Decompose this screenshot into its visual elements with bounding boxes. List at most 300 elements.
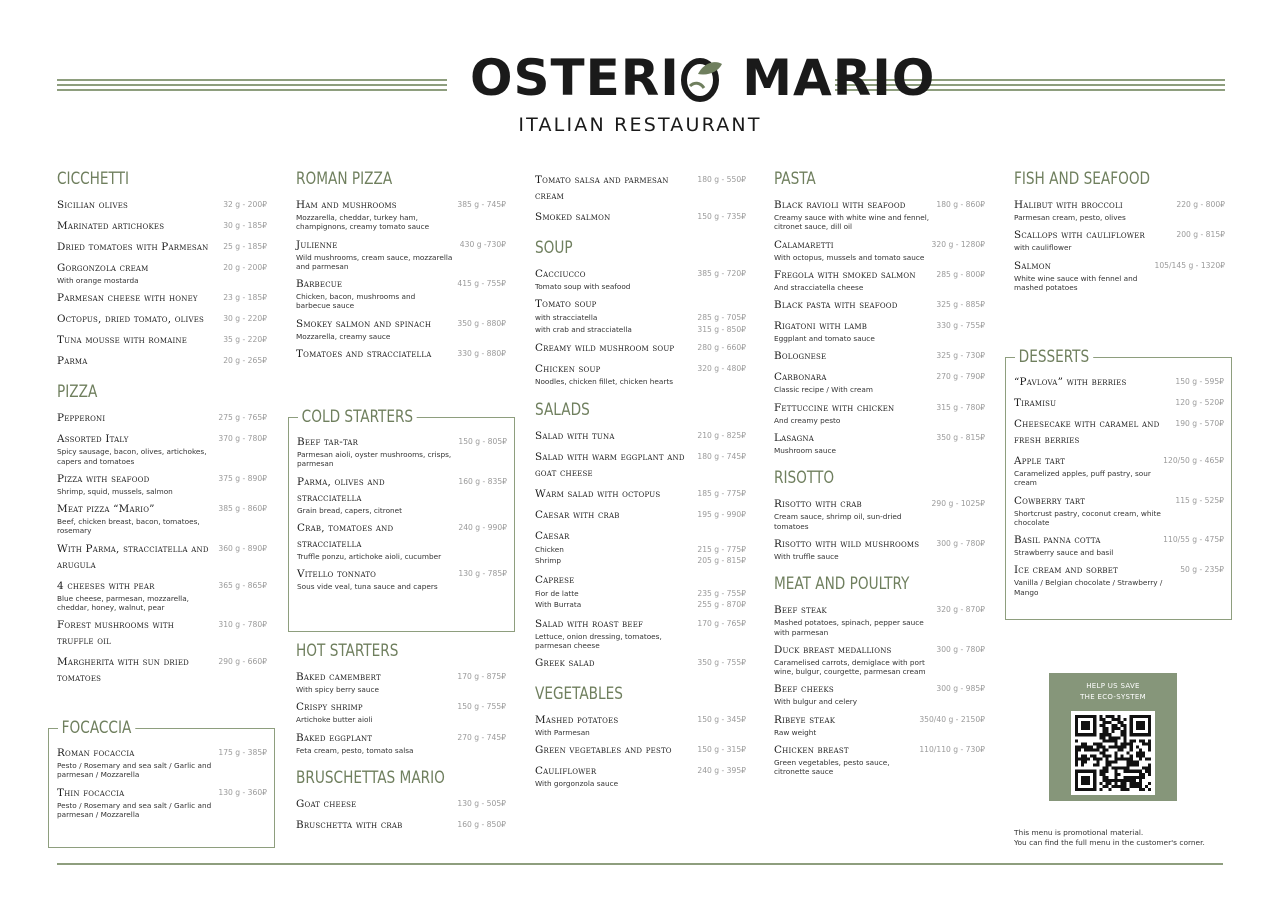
menu-item-description: Lettuce, onion dressing, tomatoes, parmesan cheese <box>535 631 662 650</box>
menu-item-price: 385 g - 745₽ <box>457 200 506 209</box>
variant-price: 255 g - 870₽ <box>697 600 746 610</box>
menu-item <box>774 348 985 364</box>
section-pizza <box>57 381 267 686</box>
menu-item-details <box>57 332 217 348</box>
menu-item-name: Smoked salmon <box>535 211 611 223</box>
menu-item-name: Octopus, dried tomato, olives <box>57 313 205 326</box>
menu-item-name: Thin focaccia <box>57 786 125 799</box>
menu-item-price: 150 g - 735₽ <box>697 212 746 221</box>
menu-item-name: Crab, tomatoes and stracciatella <box>297 521 394 550</box>
menu-item-details <box>57 311 217 327</box>
menu-item-name: Caprese <box>535 573 575 586</box>
menu-item-details <box>774 536 930 561</box>
menu-item-name: Duck breast medallions <box>774 643 892 656</box>
menu-column-5 <box>1014 168 1225 304</box>
menu-item-details <box>535 507 691 523</box>
menu-item <box>1014 532 1224 557</box>
menu-item-name: Lasagna <box>774 432 814 445</box>
menu-item-price: 150 g - 595₽ <box>1175 377 1224 386</box>
menu-item-name: Rigatoni with lamb <box>774 320 868 333</box>
menu-item-description: With truffle sauce <box>774 551 839 561</box>
menu-item-name: Cauliflower <box>535 765 597 778</box>
menu-item <box>57 654 267 686</box>
menu-item-details <box>1014 395 1169 411</box>
menu-item-name: Risotto with crab <box>774 498 862 511</box>
menu-item-description: And creamy pesto <box>774 415 841 425</box>
menu-item-details <box>1014 227 1170 252</box>
menu-item-details <box>57 617 212 649</box>
menu-item-price: 30 g - 185₽ <box>223 221 267 230</box>
section-soup <box>535 237 746 387</box>
menu-item <box>57 410 267 426</box>
menu-item-details <box>296 197 451 232</box>
menu-item-name: Warm salad with octopus <box>535 487 661 500</box>
menu-item-price: 385 g - 720₽ <box>697 269 746 278</box>
menu-item-price: 110/55 g - 475₽ <box>1163 535 1224 545</box>
menu-item <box>1014 395 1224 411</box>
menu-item-description: With octopus, mussels and tomato sauce <box>774 252 925 262</box>
menu-item-name: Risotto with wild mushrooms <box>774 537 920 550</box>
menu-item-name: With Parma, stracciatella and arugula <box>57 542 209 571</box>
menu-item-price: 150 g - 755₽ <box>457 702 506 712</box>
menu-item-price: 270 g - 790₽ <box>936 372 985 382</box>
section-title: FISH AND SEAFOOD <box>1014 169 1151 188</box>
menu-item-details <box>1014 258 1148 293</box>
menu-item-details <box>1014 562 1174 597</box>
menu-item <box>535 655 746 671</box>
menu-item-details <box>1014 453 1157 488</box>
menu-item-variant <box>535 312 746 324</box>
menu-item-description: Grain bread, capers, citronet <box>297 505 403 515</box>
menu-item-name: Salad with warm eggplant and goat cheese <box>535 450 685 479</box>
menu-item-details <box>296 699 451 724</box>
menu-item-name: Tuna mousse with romaine <box>57 334 188 347</box>
menu-item-price: 290 g - 660₽ <box>218 657 267 667</box>
menu-item <box>296 730 506 755</box>
menu-item <box>57 471 267 496</box>
section-title: BRUSCHETTAS MARIO <box>296 767 445 787</box>
menu-item-price: 150 g - 345₽ <box>697 715 746 725</box>
menu-item-description: And stracciatella cheese <box>774 282 864 292</box>
menu-item-description: Mozzarella, cheddar, turkey ham, champignons, creamy tomato sauce <box>296 213 430 232</box>
menu-item-details <box>535 742 691 758</box>
menu-item-details <box>57 654 212 686</box>
menu-item-price: 240 g - 990₽ <box>458 522 507 532</box>
menu-item-name: Meat pizza “Mario” <box>57 503 155 516</box>
menu-item-details <box>535 266 691 291</box>
menu-item-name: Cowberry tart <box>1014 494 1086 507</box>
menu-item <box>774 318 985 343</box>
menu-item-description: Vanilla / Belgian chocolate / Strawberry / Mango <box>1014 578 1163 597</box>
menu-item <box>535 266 746 291</box>
menu-item-name: Black pasta with seafood <box>774 299 898 312</box>
section-cicchetti <box>57 168 267 369</box>
menu-item-name: Ribeye steak <box>774 713 836 726</box>
menu-item <box>296 316 506 341</box>
menu-item-description: Eggplant and tomato sauce <box>774 334 875 344</box>
menu-item-price: 330 g - 755₽ <box>936 321 985 331</box>
menu-item-name: Cheesecake with caramel and fresh berries <box>1014 418 1160 446</box>
menu-item-price: 120/50 g - 465₽ <box>1163 456 1224 465</box>
menu-item <box>535 449 746 481</box>
menu-item-price: 25 g - 185₽ <box>223 242 267 251</box>
menu-item <box>774 197 985 232</box>
menu-item <box>57 785 267 820</box>
menu-item-description: With bulgur and celery <box>774 697 858 707</box>
menu-item-description: Caramelised carrots, demiglace with port wine, bulgur, courgette, parmesan cream <box>774 657 926 677</box>
menu-item-price: 105/145 g - 1320₽ <box>1154 260 1225 270</box>
variant-label: Chicken <box>535 544 564 554</box>
menu-item <box>774 742 985 777</box>
menu-item-price: 300 g - 780₽ <box>936 538 985 548</box>
menu-item-details <box>297 566 452 591</box>
menu-item <box>535 172 746 204</box>
menu-item-price: 285 g - 800₽ <box>936 269 985 279</box>
menu-item-price: 430 g -730₽ <box>459 239 506 249</box>
menu-item-description: Shrimp, squid, mussels, salmon <box>57 486 173 496</box>
menu-item-price: 160 g - 835₽ <box>458 476 507 486</box>
menu-item <box>296 699 506 724</box>
qr-code[interactable] <box>1071 711 1155 795</box>
menu-item-name: Scallops with cauliflower <box>1014 229 1145 242</box>
section-title: HOT STARTERS <box>296 641 399 660</box>
menu-item <box>57 578 267 613</box>
menu-item-price: 300 g - 985₽ <box>936 684 985 694</box>
menu-item-description: Green vegetables, pesto sauce, citronette sauce <box>774 758 890 777</box>
menu-item-description: Strawberry sauce and basil <box>1014 548 1114 558</box>
menu-item-name: Salad with roast beef <box>535 617 644 630</box>
menu-item-details <box>774 348 930 364</box>
menu-item <box>57 332 267 348</box>
menu-item-price: 110/110 g - 730₽ <box>919 745 985 755</box>
section-title: VEGETABLES <box>535 684 623 704</box>
menu-item-price: 210 g - 825₽ <box>697 430 746 440</box>
menu-item-details <box>57 578 212 613</box>
section-title: PIZZA <box>57 382 98 402</box>
menu-item <box>296 796 506 812</box>
menu-item <box>57 218 267 234</box>
menu-item-name: Marinated artichokes <box>57 220 165 232</box>
menu-item-name: Ham and mushrooms <box>296 199 397 211</box>
menu-item <box>297 566 507 591</box>
menu-item <box>1014 453 1224 488</box>
qr-code-icon <box>1075 715 1151 791</box>
footer-rule <box>57 863 1223 865</box>
menu-item-price: 200 g - 815₽ <box>1176 230 1225 240</box>
menu-item-price: 375 g - 890₽ <box>218 473 267 483</box>
menu-item-details <box>57 745 212 780</box>
menu-item <box>774 369 985 394</box>
menu-item-details <box>297 434 452 469</box>
menu-item-details <box>57 471 212 496</box>
variant-label: With Burrata <box>535 600 582 610</box>
menu-item <box>57 745 267 780</box>
menu-item-description: Parmesan aioli, oyster mushrooms, crisps, parmesan <box>297 450 452 469</box>
menu-item-details <box>1014 532 1157 557</box>
menu-item-details <box>774 742 913 777</box>
menu-item <box>57 197 267 213</box>
menu-item-details <box>535 486 691 502</box>
menu-item-details <box>296 276 451 311</box>
menu-item <box>57 290 267 306</box>
menu-item <box>535 507 746 523</box>
menu-item-description: Classic recipe / With cream <box>774 385 873 395</box>
menu-item-price: 190 g - 570₽ <box>1175 419 1224 428</box>
menu-item-price: 195 g - 990₽ <box>697 509 746 519</box>
menu-item-price: 275 g - 765₽ <box>218 413 267 423</box>
variant-price: 205 g - 815₽ <box>697 556 746 566</box>
menu-item-name: 4 cheeses with pear <box>57 579 155 592</box>
menu-item-price: 220 g - 800₽ <box>1176 200 1225 209</box>
menu-item <box>297 520 507 561</box>
variant-price: 235 g - 755₽ <box>697 588 746 598</box>
menu-item-price: 180 g - 745₽ <box>697 451 746 461</box>
menu-item-price: 50 g - 235₽ <box>1180 565 1224 575</box>
menu-item-description: Feta cream, pesto, tomato salsa <box>296 745 414 755</box>
menu-item-details <box>296 817 451 833</box>
menu-item-description: Mozzarella, creamy sauce <box>296 331 391 341</box>
menu-item <box>1014 374 1224 390</box>
section-bruschettas-continued <box>535 172 746 225</box>
menu-item-name: Halibut with broccoli <box>1014 199 1123 211</box>
menu-item-name: Green vegetables and pesto <box>535 744 672 757</box>
menu-item-price: 180 g - 860₽ <box>936 200 985 209</box>
menu-item-details <box>774 602 930 637</box>
section-title: MEAT AND POULTRY <box>774 574 910 594</box>
menu-item-details <box>1014 374 1169 390</box>
menu-item-price: 320 g - 480₽ <box>697 364 746 374</box>
menu-item-details <box>297 520 452 561</box>
menu-item <box>535 528 746 567</box>
menu-item-details <box>57 501 212 536</box>
menu-item-description: With gorgonzola sauce <box>535 779 619 789</box>
menu-item-details <box>774 297 930 313</box>
menu-item-price: 330 g - 880₽ <box>457 349 506 359</box>
eco-message: HELP US SAVE THE ECO-SYSTEM <box>1080 682 1146 701</box>
section-focaccia <box>48 718 275 848</box>
section-desserts <box>1005 347 1232 620</box>
menu-item <box>774 496 985 531</box>
menu-item-details <box>296 346 451 362</box>
menu-item-name: Baked camembert <box>296 671 381 683</box>
section-fish-seafood <box>1014 168 1225 292</box>
menu-item-price: 270 g - 745₽ <box>457 732 506 742</box>
menu-item-price: 300 g - 780₽ <box>936 644 985 654</box>
menu-item-details <box>774 237 926 262</box>
menu-item-name: Chicken soup <box>535 363 601 376</box>
menu-item <box>535 616 746 651</box>
menu-item-price: 120 g - 520₽ <box>1175 398 1224 407</box>
menu-item-description: Spicy sausage, bacon, olives, artichokes, capers and tomatoes <box>57 447 207 466</box>
menu-item-details <box>57 260 217 285</box>
menu-item-price: 150 g - 315₽ <box>697 745 746 755</box>
menu-item-description: Truffle ponzu, artichoke aioli, cucumber <box>297 551 442 561</box>
menu-item-name: Ice cream and sorbet <box>1014 564 1118 577</box>
menu-item-details <box>774 642 930 677</box>
menu-item-price: 180 g - 550₽ <box>697 175 746 184</box>
menu-item-details <box>535 172 691 204</box>
menu-item-variant <box>535 555 746 567</box>
section-title: PASTA <box>774 169 816 188</box>
menu-item-name: Vitello tonnato <box>297 568 377 581</box>
menu-item-details <box>57 218 217 234</box>
menu-item-price: 350 g - 755₽ <box>697 658 746 668</box>
menu-item-details <box>296 316 451 341</box>
menu-item-name: Black ravioli with seafood <box>774 199 906 211</box>
menu-item-name: Margherita with sun dried tomatoes <box>57 656 189 685</box>
menu-item-description: Wild mushrooms, cream sauce, mozzarella and parmesan <box>296 252 453 271</box>
menu-item <box>535 572 746 611</box>
menu-item <box>57 541 267 573</box>
menu-item-details <box>1014 197 1170 222</box>
menu-item-description: Artichoke butter aioli <box>296 715 373 725</box>
menu-item <box>1014 227 1225 252</box>
menu-item-name: Tiramisu <box>1014 397 1057 409</box>
menu-item <box>535 712 746 737</box>
eco-qr-panel <box>1049 673 1177 801</box>
variant-label: Fior de latte <box>535 588 579 598</box>
menu-item-price: 350 g - 880₽ <box>457 318 506 328</box>
menu-item-name: Goat cheese <box>296 797 357 810</box>
menu-item-description: Beef, chicken breast, bacon, tomatoes, rosemary <box>57 517 200 536</box>
menu-item <box>1014 197 1225 222</box>
section-title: SALADS <box>535 399 590 419</box>
olive-logo-icon <box>680 52 724 102</box>
menu-item-description: with cauliflower <box>1014 243 1072 253</box>
menu-item-details <box>535 528 746 567</box>
footer-note: This menu is promotional material. You can find the full menu in the customer's corner. <box>1014 828 1205 847</box>
menu-item-details <box>57 353 217 369</box>
menu-item-price: 170 g - 875₽ <box>457 672 506 681</box>
section-title: DESSERTS <box>1015 346 1093 368</box>
menu-item <box>57 617 267 649</box>
menu-item-price: 365 g - 865₽ <box>218 580 267 590</box>
menu-item-name: Dried tomatoes with Parmesan <box>57 241 209 253</box>
menu-item <box>296 669 506 694</box>
menu-column-4 <box>774 168 985 789</box>
section-title: SOUP <box>535 238 573 257</box>
menu-item-name: Roman focaccia <box>57 747 135 759</box>
menu-item-price: 30 g - 220₽ <box>223 314 267 324</box>
menu-item-name: Forest mushrooms with truffle oil <box>57 619 175 648</box>
variant-price: 285 g - 705₽ <box>697 313 746 323</box>
variant-price: 215 g - 775₽ <box>697 544 746 554</box>
menu-item-details <box>774 318 930 343</box>
section-title: ROMAN PIZZA <box>296 169 393 188</box>
menu-item <box>774 430 985 455</box>
menu-item-name: Parma <box>57 355 88 368</box>
menu-item-details <box>57 239 217 255</box>
menu-item-details <box>774 400 930 425</box>
menu-item-description: Noodles, chicken fillet, chicken hearts <box>535 377 674 387</box>
menu-item-price: 310 g - 780₽ <box>218 620 267 630</box>
menu-item-name: Carbonara <box>774 371 827 384</box>
menu-item-details <box>535 361 691 386</box>
header-rule-left <box>57 79 447 94</box>
menu-item-price: 240 g - 395₽ <box>697 766 746 776</box>
restaurant-logo <box>470 49 936 107</box>
menu-item <box>774 602 985 637</box>
menu-item-name: Cacciucco <box>535 268 586 280</box>
menu-item-price: 350/40 g - 2150₽ <box>919 714 985 724</box>
menu-item-details <box>57 197 217 213</box>
menu-item-details <box>535 616 691 651</box>
menu-item-description: Pesto / Rosemary and sea salt / Garlic and parmesan / Mozzarella <box>57 761 212 780</box>
menu-item <box>774 267 985 292</box>
menu-item-price: 320 g - 870₽ <box>936 605 985 615</box>
menu-item-details <box>535 340 691 356</box>
menu-item <box>296 197 506 232</box>
menu-item <box>535 296 746 335</box>
menu-item <box>774 642 985 677</box>
menu-column-2b <box>296 640 506 845</box>
menu-item-description: With orange mostarda <box>57 276 139 285</box>
menu-item <box>57 311 267 327</box>
menu-item <box>774 400 985 425</box>
menu-item-details <box>1014 493 1169 528</box>
menu-item-price: 32 g - 200₽ <box>223 200 267 209</box>
menu-item-details <box>296 669 451 694</box>
menu-item-price: 325 g - 730₽ <box>936 351 985 361</box>
menu-item-name: Caesar with crab <box>535 508 620 521</box>
menu-item-price: 320 g - 1280₽ <box>931 239 985 249</box>
menu-item-name: Salmon <box>1014 259 1052 272</box>
menu-item-name: Apple tart <box>1014 455 1066 467</box>
menu-item-name: Caesar <box>535 529 570 542</box>
menu-item <box>774 681 985 706</box>
section-roman-pizza <box>296 168 506 362</box>
menu-item-details <box>535 712 691 737</box>
menu-item-details <box>774 681 930 706</box>
menu-item-name: Fregola with smoked salmon <box>774 268 916 281</box>
menu-item-details <box>57 785 212 820</box>
menu-item-description: Shortcrust pastry, coconut cream, white chocolate <box>1014 508 1161 527</box>
menu-item-details <box>535 763 691 788</box>
menu-item-name: Mashed potatoes <box>535 714 619 727</box>
menu-item-details <box>296 796 451 812</box>
variant-label: Shrimp <box>535 556 562 566</box>
menu-item-name: Parmesan cheese with honey <box>57 292 198 305</box>
menu-item <box>296 346 506 362</box>
section-title: COLD STARTERS <box>298 406 417 428</box>
section-meat-poultry <box>774 573 985 776</box>
menu-item-details <box>774 267 930 292</box>
menu-item <box>57 353 267 369</box>
menu-item-details <box>57 541 212 573</box>
menu-item-name: Creamy wild mushroom soup <box>535 342 675 355</box>
menu-item-details <box>774 712 913 737</box>
menu-item-name: Tomatoes and stracciatella <box>296 348 432 361</box>
menu-item-description: Mashed potatoes, spinach, pepper sauce with parmesan <box>774 618 924 637</box>
section-cold-starters <box>288 407 515 632</box>
menu-item-description: White wine sauce with fennel and mashed potatoes <box>1014 273 1138 292</box>
menu-item-price: 115 g - 525₽ <box>1175 495 1224 505</box>
menu-item-details <box>57 410 212 426</box>
menu-item-description: Raw weight <box>774 727 817 737</box>
restaurant-subtitle: ITALIAN RESTAURANT <box>518 114 762 136</box>
menu-item <box>774 237 985 262</box>
menu-item-price: 20 g - 265₽ <box>223 356 267 366</box>
menu-item-name: Tomato salsa and parmesan cream <box>535 174 669 202</box>
menu-item-price: 360 g - 890₽ <box>218 543 267 553</box>
section-risotto <box>774 467 985 561</box>
menu-item-name: “Pavlova” with berries <box>1014 376 1127 388</box>
menu-item-name: Parma, olives and stracciatella <box>297 475 385 504</box>
menu-item <box>297 474 507 515</box>
menu-item-name: Bruschetta with crab <box>296 818 403 831</box>
menu-item-price: 350 g - 815₽ <box>936 433 985 443</box>
section-pasta <box>774 168 985 455</box>
